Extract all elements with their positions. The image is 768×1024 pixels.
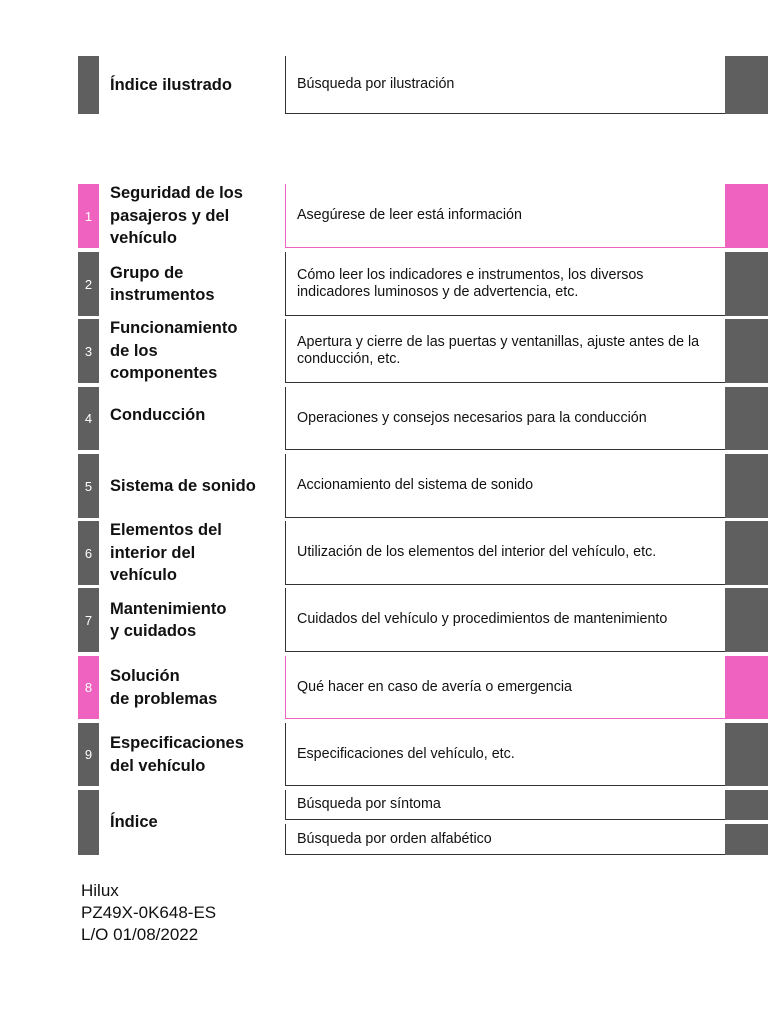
chapter-row-1[interactable] bbox=[0, 184, 768, 248]
chapter-description: Asegúrese de leer está información bbox=[285, 184, 725, 248]
chapter-edge-tab bbox=[725, 656, 768, 719]
chapter-title: Funcionamiento de los componentes bbox=[110, 319, 238, 383]
chapter-number-tab: 3 bbox=[78, 319, 99, 383]
chapter-row-9[interactable] bbox=[0, 723, 768, 786]
document-code: PZ49X-0K648-ES bbox=[81, 903, 217, 922]
index-symptom-row[interactable] bbox=[0, 790, 768, 820]
chapter-row-2[interactable] bbox=[0, 252, 768, 316]
chapter-edge-tab bbox=[725, 184, 768, 248]
chapter-title: Conducción bbox=[110, 406, 206, 424]
illustrated-index-edge-tab bbox=[725, 56, 768, 114]
chapter-edge-tab bbox=[725, 723, 768, 786]
chapter-number-tab: 7 bbox=[78, 588, 99, 652]
chapter-number-tab: 1 bbox=[78, 184, 99, 248]
illustrated-index-row[interactable] bbox=[0, 56, 768, 114]
chapter-row-6[interactable] bbox=[0, 521, 768, 585]
chapter-row-7[interactable] bbox=[0, 588, 768, 652]
search-by-symptom-link[interactable]: Búsqueda por síntoma bbox=[285, 790, 725, 820]
chapter-title: Solución de problemas bbox=[110, 667, 218, 708]
chapter-edge-tab bbox=[725, 252, 768, 316]
index-alpha-edge-tab bbox=[725, 824, 768, 855]
document-date: L/O 01/08/2022 bbox=[81, 925, 199, 944]
index-symptom-edge-tab bbox=[725, 790, 768, 820]
chapter-description: Operaciones y consejos necesarios para la conducción bbox=[285, 387, 725, 450]
chapter-row-4[interactable] bbox=[0, 387, 768, 450]
chapter-title: Seguridad de los pasajeros y del vehículo bbox=[110, 184, 243, 248]
chapter-edge-tab bbox=[725, 588, 768, 652]
chapter-row-3[interactable] bbox=[0, 319, 768, 383]
chapter-description: Qué hacer en caso de avería o emergencia bbox=[285, 656, 725, 719]
illustrated-index-tab bbox=[78, 56, 99, 114]
index-title: Índice bbox=[110, 813, 158, 832]
chapter-number-tab: 5 bbox=[78, 454, 99, 518]
chapter-edge-tab bbox=[725, 521, 768, 585]
chapter-description: Especificaciones del vehículo, etc. bbox=[285, 723, 725, 786]
chapter-number-tab: 6 bbox=[78, 521, 99, 585]
chapter-row-5[interactable] bbox=[0, 454, 768, 518]
document-footer bbox=[81, 880, 216, 946]
chapter-description: Cuidados del vehículo y procedimientos de mantenimiento bbox=[285, 588, 725, 652]
chapter-description: Cómo leer los indicadores e instrumentos, los diversos indicadores luminosos y de advertencia, etc. bbox=[285, 252, 725, 316]
chapter-description: Utilización de los elementos del interior del vehículo, etc. bbox=[285, 521, 725, 585]
chapter-title: Grupo de instrumentos bbox=[110, 263, 215, 304]
chapter-number-tab: 9 bbox=[78, 723, 99, 786]
chapter-edge-tab bbox=[725, 454, 768, 518]
chapter-number-tab: 2 bbox=[78, 252, 99, 316]
chapter-title: Mantenimiento y cuidados bbox=[110, 599, 227, 640]
illustrated-index-description: Búsqueda por ilustración bbox=[285, 56, 725, 114]
chapter-number-tab: 4 bbox=[78, 387, 99, 450]
vehicle-model: Hilux bbox=[81, 881, 119, 900]
chapter-title: Elementos del interior del vehículo bbox=[110, 521, 222, 585]
chapter-description: Accionamiento del sistema de sonido bbox=[285, 454, 725, 518]
chapter-title: Sistema de sonido bbox=[110, 476, 256, 495]
chapter-description: Apertura y cierre de las puertas y ventanillas, ajuste antes de la conducción, etc. bbox=[285, 319, 725, 383]
search-alphabetical-link[interactable]: Búsqueda por orden alfabético bbox=[285, 824, 725, 855]
index-alpha-row[interactable] bbox=[0, 824, 768, 855]
chapter-edge-tab bbox=[725, 319, 768, 383]
illustrated-index-title: Índice ilustrado bbox=[110, 75, 232, 94]
chapter-edge-tab bbox=[725, 387, 768, 450]
chapter-row-8[interactable] bbox=[0, 656, 768, 719]
chapter-number-tab: 8 bbox=[78, 656, 99, 719]
chapter-title: Especificaciones del vehículo bbox=[110, 734, 244, 775]
